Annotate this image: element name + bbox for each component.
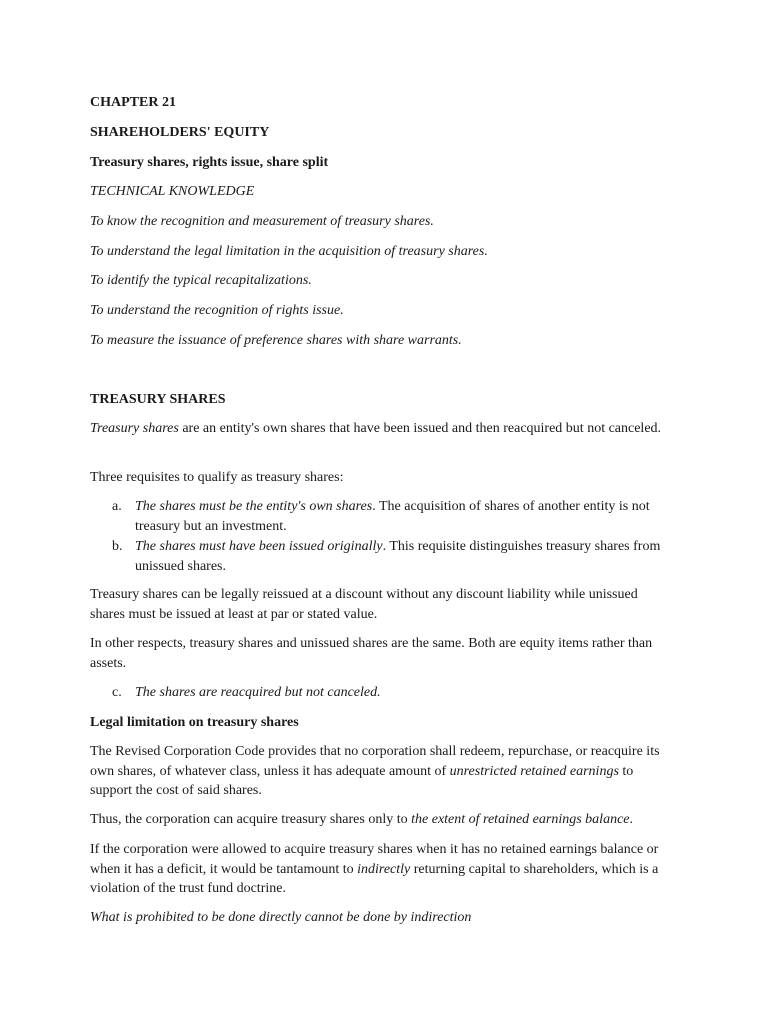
emphasis-text: the extent of retained earnings balance bbox=[411, 812, 630, 827]
objective-item: To measure the issuance of preference shares with share warrants. bbox=[90, 333, 462, 348]
paragraph-text: The Revised Corporation Code provides that no corporation shall redeem, repurchase, or reacquire its own shares, of whatever class, unless it has adequate amount of bbox=[90, 744, 660, 779]
list-text: The shares are reacquired but not canceled. bbox=[135, 685, 381, 700]
list-text bbox=[135, 537, 667, 576]
requisites-intro: Three requisites to qualify as treasury shares: bbox=[90, 470, 344, 485]
objective-item: To understand the recognition of rights issue. bbox=[90, 303, 344, 318]
code-paragraph bbox=[90, 742, 665, 801]
requisite-emphasis: The shares must have been issued originally bbox=[135, 539, 383, 554]
closing-maxim: What is prohibited to be done directly cannot be done by indirection bbox=[90, 910, 472, 925]
paragraph-text: If the corporation were allowed to acquire treasury shares when it has no retained earnings balance or when it has a deficit, it would be tantamount to bbox=[90, 842, 659, 877]
requisite-a bbox=[112, 497, 667, 536]
other-respects-paragraph: In other respects, treasury shares and unissued shares are the same. Both are equity items rather than assets. bbox=[90, 636, 653, 671]
treasury-shares-heading: TREASURY SHARES bbox=[90, 392, 226, 407]
chapter-subtitle: Treasury shares, rights issue, share split bbox=[90, 155, 329, 170]
list-marker: a. bbox=[112, 499, 122, 514]
objective-item: To know the recognition and measurement of treasury shares. bbox=[90, 214, 434, 229]
paragraph-text: Thus, the corporation can acquire treasury shares only to bbox=[90, 812, 412, 827]
emphasis-text: indirectly bbox=[357, 861, 411, 877]
definition-paragraph bbox=[90, 419, 665, 439]
legal-limitation-heading: Legal limitation on treasury shares bbox=[90, 715, 299, 730]
objective-item: To understand the legal limitation in the acquisition of treasury shares. bbox=[90, 244, 488, 259]
technical-knowledge-heading: TECHNICAL KNOWLEDGE bbox=[90, 184, 255, 199]
requisite-rest: . The acquisition of shares of another entity is not treasury but an investment. bbox=[135, 499, 650, 534]
requisite-rest: . This requisite distinguishes treasury shares from unissued shares. bbox=[135, 539, 661, 574]
chapter-number: CHAPTER 21 bbox=[90, 95, 176, 110]
requisite-b bbox=[112, 537, 667, 576]
list-text bbox=[135, 497, 667, 536]
deficit-paragraph bbox=[90, 840, 665, 899]
list-marker: b. bbox=[112, 539, 123, 554]
paragraph-text: . bbox=[629, 812, 633, 827]
defined-term: Treasury shares bbox=[90, 421, 179, 436]
definition-text: are an entity's own shares that have been issued and then reacquired but not canceled. bbox=[178, 421, 662, 436]
chapter-title: SHAREHOLDERS' EQUITY bbox=[90, 125, 270, 140]
requisite-emphasis: The shares must be the entity's own shares bbox=[135, 499, 373, 514]
list-marker: c. bbox=[112, 685, 122, 700]
paragraph-text: returning capital to shareholders, which is a violation of the trust fund doctrine. bbox=[90, 861, 659, 896]
reissue-paragraph: Treasury shares can be legally reissued at a discount without any discount liability while unissued shares must be issued at least at par or stated value. bbox=[90, 587, 638, 622]
emphasis-text: unrestricted retained earnings bbox=[449, 763, 619, 779]
requisite-c bbox=[112, 683, 667, 703]
objective-item: To identify the typical recapitalizations. bbox=[90, 273, 312, 288]
thus-paragraph bbox=[90, 810, 665, 830]
paragraph-text: to support the cost of said shares. bbox=[90, 763, 634, 798]
